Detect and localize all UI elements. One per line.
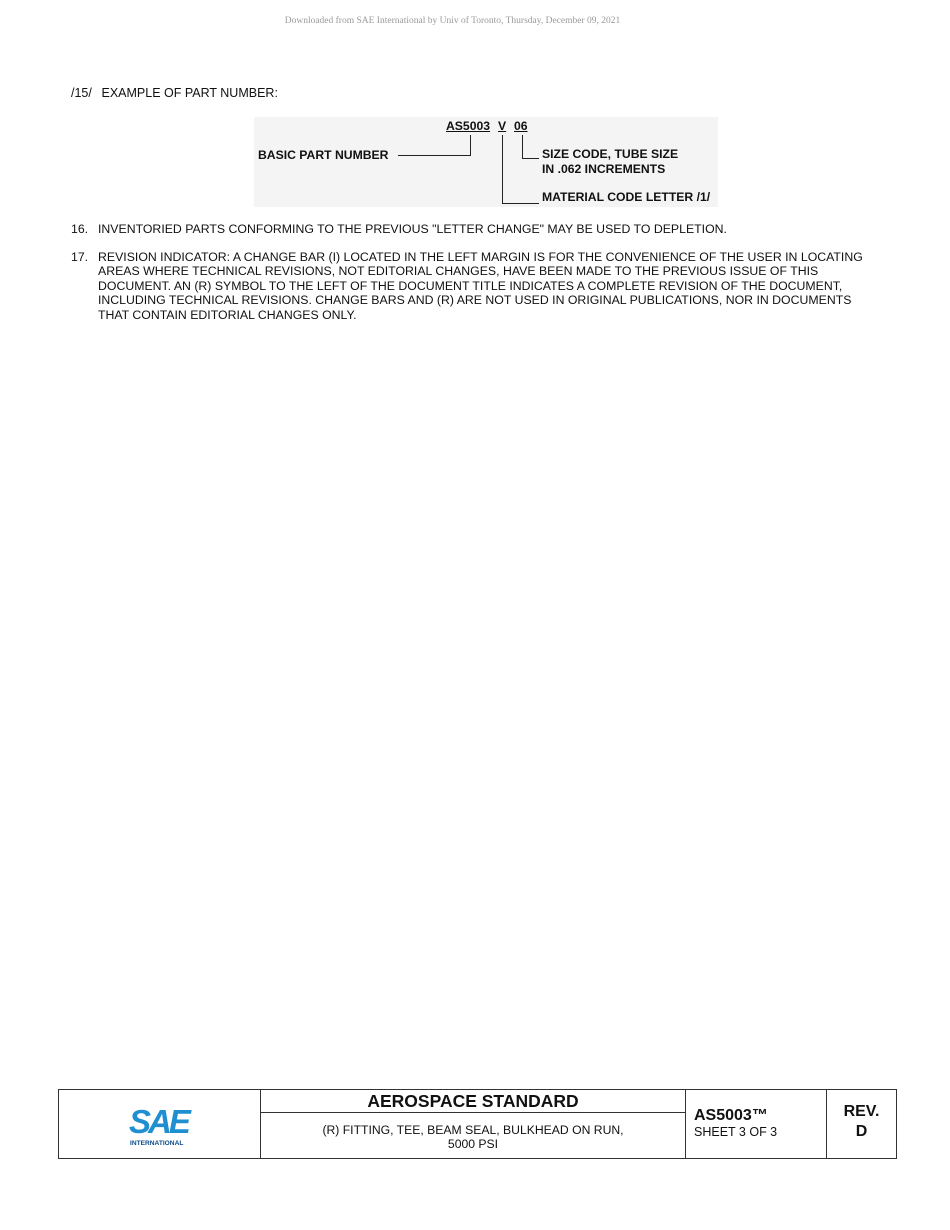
size-leader-h [522, 158, 539, 159]
material-leader-v [502, 135, 503, 203]
logo-subtitle: INTERNATIONAL [130, 1140, 184, 1147]
note-16 [71, 222, 881, 236]
description-line-1: (R) FITTING, TEE, BEAM SEAL, BULKHEAD ON RUN, [322, 1123, 624, 1137]
note-15 [71, 86, 278, 100]
note-17 [71, 250, 881, 322]
revision-cell [827, 1090, 896, 1158]
diagram-size-code: 06 [514, 119, 528, 133]
diagram-basic-label: BASIC PART NUMBER [258, 148, 389, 162]
download-watermark: Downloaded from SAE International by Univ of Toronto, Thursday, December 09, 2021 [284, 16, 621, 26]
sae-logo [129, 1103, 199, 1147]
note-16-number: 16. [71, 222, 89, 236]
part-number-diagram [254, 117, 718, 207]
note-16-text: INVENTORIED PARTS CONFORMING TO THE PREVIOUS "LETTER CHANGE" MAY BE USED TO DEPLETION. [98, 222, 727, 236]
diagram-material-code: V [498, 119, 507, 133]
standard-description [261, 1113, 685, 1152]
basic-leader-h [398, 155, 470, 156]
logo-letters: SAE [129, 1103, 188, 1140]
note-17-number: 17. [71, 250, 89, 264]
note-15-label: EXAMPLE OF PART NUMBER: [101, 86, 278, 100]
size-leader-v [522, 135, 523, 158]
note-15-number: /15/ [71, 86, 92, 100]
standard-cell [261, 1090, 686, 1158]
sheet-number: SHEET 3 OF 3 [694, 1125, 778, 1139]
diagram-material-label: MATERIAL CODE LETTER /1/ [542, 190, 711, 204]
material-leader-h [502, 203, 539, 204]
diagram-base-number: AS5003 [446, 119, 491, 133]
document-number: AS5003™ [694, 1107, 768, 1124]
revision-label: REV. [843, 1103, 880, 1120]
document-cell [686, 1090, 827, 1158]
standard-title: AEROSPACE STANDARD [261, 1090, 685, 1113]
diagram-size-label-2: IN .062 INCREMENTS [542, 162, 666, 176]
description-line-2: 5000 PSI [447, 1136, 499, 1151]
diagram-size-label-1: SIZE CODE, TUBE SIZE [542, 147, 679, 161]
note-17-text: REVISION INDICATOR: A CHANGE BAR (I) LOCATED IN THE LEFT MARGIN IS FOR THE CONVENIENCE OF THE USER IN LOCATING AREAS WHERE TECHNICAL REVISIONS, NOT EDITORIAL CHANGES, HAVE BEEN MADE TO THE PREVIOUS ISSUE OF THIS DOCUMENT. AN (R) SYMBOL TO THE LEFT OF THE DOCUMENT TITLE INDICATES A COMPLETE REVISION OF THE DOCUMENT, INCLUDING TECHNICAL REVISIONS. CHANGE BARS AND (R) ARE NOT USED IN ORIGINAL PUBLICATIONS, NOR IN DOCUMENTS THAT CONTAIN EDITORIAL CHANGES ONLY. [98, 250, 863, 322]
revision-value: D [855, 1123, 868, 1140]
title-block [58, 1089, 897, 1159]
logo-cell [59, 1090, 261, 1158]
basic-leader-v [470, 135, 471, 156]
